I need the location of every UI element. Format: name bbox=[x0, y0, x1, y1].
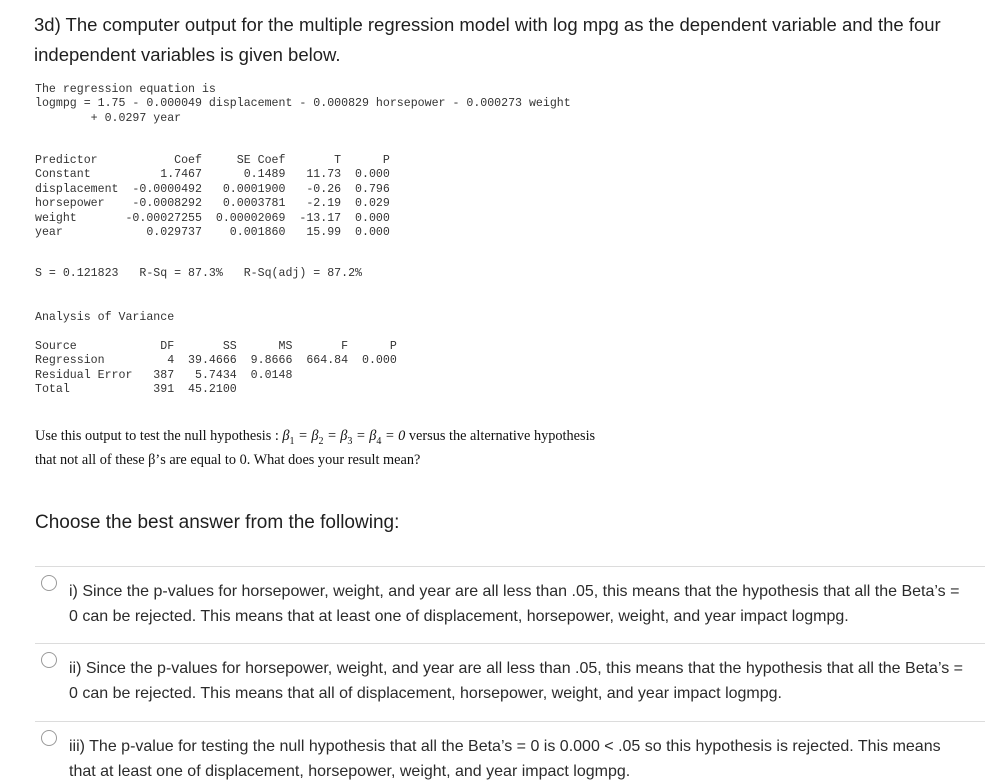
prompt-lead: Use this output to test the null hypothesis : bbox=[35, 428, 279, 444]
answer-option-label: ii) Since the p-values for horsepower, weight, and year are all less than .05, this means that the hypothesis that all the Beta’s = 0 can be rejected. This means that all of displacement, horsepower, weight, and year impact logmpg. bbox=[69, 660, 963, 702]
answer-option-label: i) Since the p-values for horsepower, weight, and year are all less than .05, this means that the hypothesis that all the Beta’s = 0 can be rejected. This means that at least one of displacement, horsepower, weight, and year impact logmpg. bbox=[69, 583, 960, 625]
radio-button-icon[interactable] bbox=[41, 575, 57, 591]
answer-option-i[interactable] bbox=[35, 566, 985, 643]
null-hypothesis-formula: $\beta_1 = \beta_2 = \beta_3 = \beta_4 = 0$ bbox=[282, 428, 406, 447]
answer-option-ii[interactable] bbox=[35, 643, 985, 721]
radio-button-icon[interactable] bbox=[41, 652, 57, 668]
answer-option-iii[interactable] bbox=[35, 721, 985, 784]
regression-equation-output: The regression equation is logmpg = 1.75 - 0.000049 displacement - 0.000829 horsepower - 0.000273 weight + 0.0297 year bbox=[35, 83, 571, 125]
answer-instruction: Choose the best answer from the following: bbox=[35, 512, 400, 533]
question-title: 3d) The computer output for the multiple regression model with log mpg as the dependent variable and the four independent variables is given below. bbox=[34, 14, 941, 65]
radio-button-icon[interactable] bbox=[41, 730, 57, 746]
prompt-second-line: that not all of these β’s are equal to 0. What does your result mean? bbox=[35, 451, 421, 468]
anova-table: Analysis of Variance Source DF SS MS F P Regression 4 39.4666 9.8666 664.84 0.000 Residual Error 387 5.7434 0.0148 Total 391 45.2100 bbox=[35, 311, 397, 397]
answer-options bbox=[35, 566, 985, 784]
answer-option-label: iii) The p-value for testing the null hypothesis that all the Beta’s = 0 is 0.000 < .05 so this hypothesis is rejected. This means that at least one of displacement, horsepower, weight, and year impact logmpg. bbox=[69, 738, 941, 780]
hypothesis-prompt bbox=[35, 427, 755, 470]
model-fit-statistics: S = 0.121823 R-Sq = 87.3% R-Sq(adj) = 87.2% bbox=[35, 267, 362, 280]
prompt-tail: versus the alternative hypothesis bbox=[408, 428, 596, 444]
coefficients-table: Predictor Coef SE Coef T P Constant 1.7467 0.1489 11.73 0.000 displacement -0.0000492 0.0001900 -0.26 0.796 horsepower -0.0008292 0.0003781 -2.19 0.029 weight -0.00027255 0.00002069 -13.17 0.000 year 0.029737 0.001860 15.99 0.000 bbox=[35, 154, 390, 240]
